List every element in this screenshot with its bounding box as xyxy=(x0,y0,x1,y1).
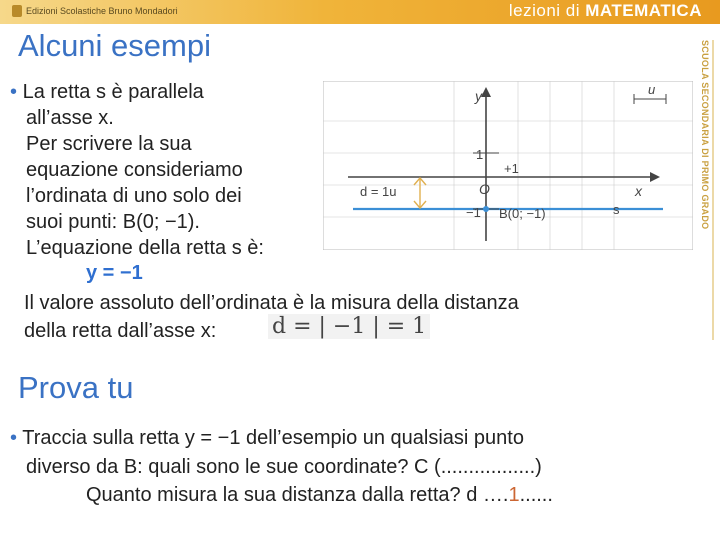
exercise-line-3: Quanto misura la sua distanza dalla retta? d ….1...... xyxy=(86,484,553,506)
explain-line-2: della retta dall’asse x: xyxy=(24,320,217,342)
unit-label: u xyxy=(648,82,656,97)
section-title-prova: Prova tu xyxy=(18,370,134,405)
plus-one-label: +1 xyxy=(504,161,519,176)
bullet-icon: • xyxy=(10,81,18,103)
publisher-name: Edizioni Scolastiche Bruno Mondadori xyxy=(26,6,178,16)
text-line-5: l’ordinata di uno solo dei xyxy=(26,185,242,207)
brand-light: lezioni di xyxy=(508,1,586,20)
text-line-2: all’asse x. xyxy=(26,107,114,129)
answer-digit: 1 xyxy=(508,484,520,506)
point-b-label: B(0; −1) xyxy=(499,206,546,221)
brand-bold: MATEMATICA xyxy=(585,1,702,20)
text-line-6: suoi punti: B(0; −1). xyxy=(26,211,200,233)
distance-label: d = 1u xyxy=(360,184,397,199)
side-label: SCUOLA SECONDARIA DI PRIMO GRADO xyxy=(700,40,710,230)
coordinate-graph xyxy=(323,81,693,250)
text-line-3: Per scrivere la sua xyxy=(26,133,192,155)
text-line-4: equazione consideriamo xyxy=(26,159,243,181)
side-divider xyxy=(712,40,714,340)
equation: y = −1 xyxy=(86,262,143,284)
exercise-line-2: diverso da B: quali sono le sue coordinate? C (.................) xyxy=(26,456,542,478)
bullet-line-1: • La retta s è parallela xyxy=(10,81,204,103)
publisher-logo-icon xyxy=(12,5,22,17)
x-axis-label: x xyxy=(635,183,642,199)
section-title: Alcuni esempi xyxy=(18,28,211,63)
text-line-7: L’equazione della retta s è: xyxy=(26,237,264,259)
explain-line-1: Il valore assoluto dell’ordinata è la misura della distanza xyxy=(24,292,519,314)
point-b xyxy=(483,206,489,212)
line-s-label: s xyxy=(613,202,620,217)
bullet-icon: • xyxy=(10,427,18,449)
brand-title xyxy=(509,1,702,21)
exercise-line-1: • Traccia sulla retta y = −1 dell’esempio un qualsiasi punto xyxy=(10,427,524,449)
y-axis-label: y xyxy=(475,88,482,104)
tick-neg-label: −1 xyxy=(466,205,481,220)
distance-formula: d = | −1 | = 1 xyxy=(268,314,430,339)
origin-label: O xyxy=(479,181,490,197)
tick-pos-label: 1 xyxy=(476,147,484,162)
